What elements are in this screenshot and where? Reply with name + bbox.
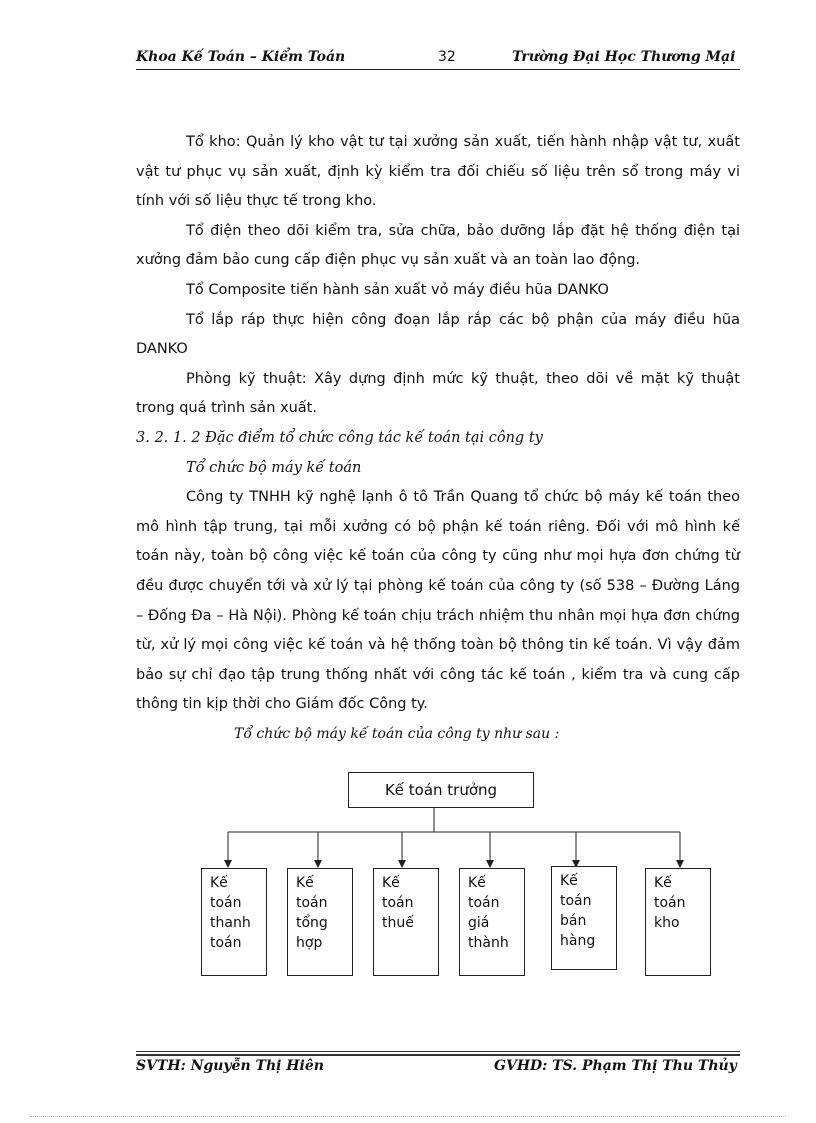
page-number: 32 (438, 49, 456, 65)
payment-accountant-box: Kế toán thanh toán (201, 868, 267, 976)
section-heading: 3. 2. 1. 2 Đặc điểm tổ chức công tác kế toán tại công ty (136, 429, 543, 446)
sales-accountant-box: Kế toán bán hàng (551, 866, 617, 970)
header-rule (136, 69, 740, 70)
paragraph: Tổ lắp ráp thực hiện công đoạn lắp rắp các bộ phận của máy điều hũa DANKO (136, 311, 740, 358)
footer-student: SVTH: Nguyễn Thị Hiên (136, 1058, 324, 1074)
paragraph: Tổ điện theo dõi kiểm tra, sửa chữa, bảo dưỡng lắp đặt hệ thống điện tại xưởng đảm bảo cung cấp điện phục vụ sản xuất và an toàn lao động. (136, 222, 740, 269)
cost-accountant-box: Kế toán giá thành (459, 868, 525, 976)
chart-caption: Tổ chức bộ máy kế toán của công ty như sau : (234, 725, 560, 742)
sub-heading: Tổ chức bộ máy kế toán (186, 459, 362, 476)
body-text (136, 128, 740, 749)
paragraph: Tổ kho: Quản lý kho vật tư tại xưởng sản xuất, tiến hành nhập vật tư, xuất vật tư phục vụ sản xuất, định kỳ kiểm tra đối chiếu số liệu trên sổ trong máy vi tính với số liệu thực tế trong kho. (136, 134, 740, 210)
footer-rule-thick (136, 1054, 740, 1056)
tax-accountant-box: Kế toán thuế (373, 868, 439, 976)
paragraph: Công ty TNHH kỹ nghệ lạnh ô tô Trần Quang tổ chức bộ máy kế toán theo mô hình tập trung, tại mỗi xưởng có bộ phận kế toán riêng. Đối với mô hình kế toán này, toàn bộ công việc kế toán của công ty cũng như mọi hựa đơn chứng từ đều được chuyển tới và xử lý tại phòng kế toán của công ty (số 538 – Đường Láng – Đống Đa – Hà Nội). Phòng kế toán chịu trách nhiệm thu nhân mọi hựa đơn chứng từ, xử lý mọi công việc kế toán và hệ thống toàn bộ thông tin kế toán. Vì vậy đảm bảo sự chỉ đạo tập trung thống nhất với công tác kế toán , kiểm tra và cung cấp thông tin kịp thời cho Giám đốc Công ty. (136, 489, 740, 713)
header-faculty: Khoa Kế Toán – Kiểm Toán (136, 49, 346, 65)
page-edge-dots (30, 1116, 786, 1117)
footer-rule (136, 1051, 740, 1052)
org-chart (190, 770, 730, 990)
chief-accountant-box: Kế toán trưởng (348, 772, 534, 808)
footer-supervisor: GVHD: TS. Phạm Thị Thu Thủy (494, 1058, 737, 1074)
general-accountant-box: Kế toán tổng hợp (287, 868, 353, 976)
paragraph: Tổ Composite tiến hành sản xuất vỏ máy điều hũa DANKO (186, 281, 609, 298)
header-university: Trường Đại Học Thương Mại (512, 49, 736, 65)
warehouse-accountant-box: Kế toán kho (645, 868, 711, 976)
paragraph: Phòng kỹ thuật: Xây dựng định mức kỹ thuật, theo dõi về mặt kỹ thuật trong quá trình sản xuất. (136, 370, 740, 417)
